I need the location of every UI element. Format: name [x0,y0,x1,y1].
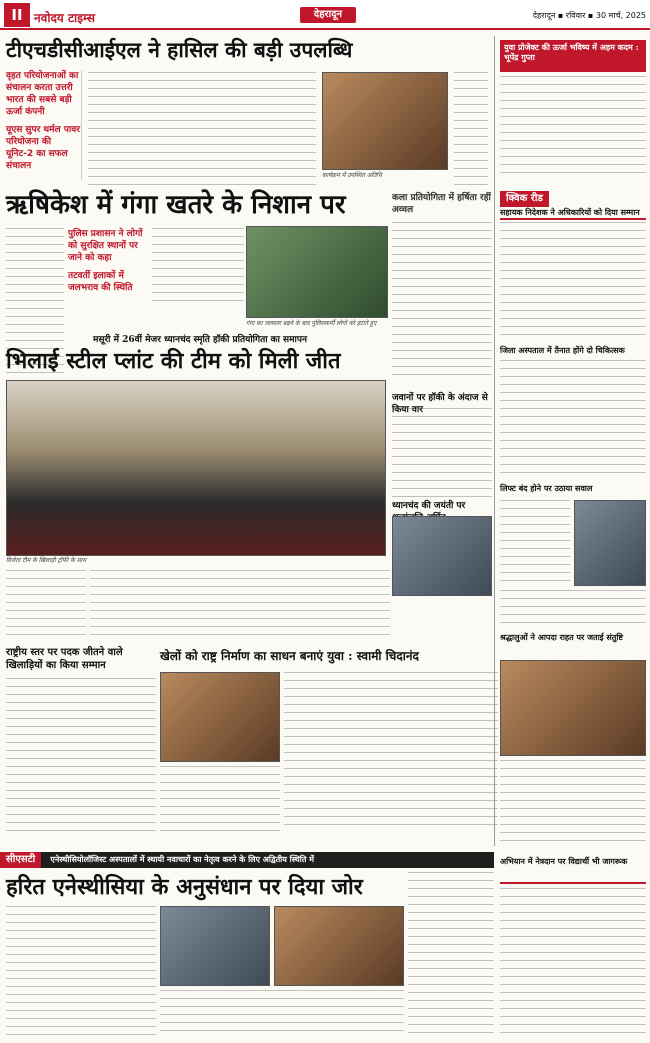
quick-read-headline: सहायक निदेशक ने अधिकारियों को दिया सम्मान [500,207,640,217]
sidebar-feature-box [500,40,646,72]
quick-read-label: क्विक रीड [500,191,549,207]
bottom-strip-label: सीएसटी [0,852,41,868]
yoga-photo [392,516,492,596]
quick-read-body [500,222,646,342]
swami-headline: खेलों को राष्ट्र निर्माण का साधन बनाएं युवा : स्वामी चिदानंद [160,649,419,663]
sidebar-item3-body [500,500,570,586]
national-body-col [6,570,86,640]
sidebar-bottom-body [500,888,646,1036]
bottom-photo-2 [274,906,404,986]
sidebar-bottom-headline: अभियान में नेत्रदान पर विद्यार्थी भी जागरूक [500,856,646,884]
lead-photo [322,72,448,170]
hockey-headline: भिलाई स्टील प्लांट की टीम को मिली जीत [6,348,341,374]
kala-body [392,222,492,382]
bottom-headline: हरित एनेस्थीसिया के अनुसंधान पर दिया जोर [6,874,363,900]
bottom-body-col2 [160,990,404,1036]
national-body [6,678,156,838]
ganga-headline: ऋषिकेश में गंगा खतरे के निशान पर [6,190,346,220]
sidebar-item4-headline: श्रद्धालुओं ने आपदा राहत पर जताई संतुष्टि [500,632,624,642]
sidebar-item3-headline: लिफ्ट बंद होने पर उठाया सवाल [500,483,593,493]
quick-read-header [500,186,646,220]
kala-headline: कला प्रतियोगिता में हर्षिता रहीं अव्वल [392,193,491,215]
ganga-body-col2 [152,228,244,308]
page-number: II [4,3,30,27]
bottom-body-col [6,906,156,1036]
masthead [0,0,650,30]
bottom-strip-text: एनेस्थीसियोलॉजिस्ट अस्पतालों में स्थायी नवाचारों का नेतृत्व करने के लिए अद्वितीय स्थिति में [50,855,314,864]
ganga-bullet-2: तटवर्ती इलाकों में जलभराव की स्थिति [68,271,133,293]
sidebar-feature-body [500,76,646,176]
bottom-body-col3 [408,872,494,1036]
lead-bullet-2: यूएस सुपर थर्मल पावर परियोजना की यूनिट-2 का सफल संचालन [6,125,80,171]
yoga-body [392,408,492,498]
sidebar-item2-body [500,360,646,480]
yoga-sub: ध्यानचंद की जयंती पर [392,501,466,511]
hockey-photo-caption: विजेता टीम के खिलाड़ी ट्रॉफी के साथ [6,557,87,564]
sidebar-item4-body [500,590,646,630]
national-headline: राष्ट्रीय स्तर पर पदक जीतने वाले खिलाड़ियों का किया सम्मान [6,647,123,671]
sidebar-item4-text [500,760,646,842]
lead-body-columns [88,72,316,190]
bottom-strip [0,852,494,868]
date-line: देहरादून ▪ रविवार ▪ 30 मार्च, 2025 [532,11,646,20]
yoga-headline: जवानों पर हॉकी के अंदाज से किया वार [392,393,488,415]
swami-body [284,672,498,832]
swami-photo [160,672,280,762]
lead-photo-caption: कार्यक्रम में उपस्थित अतिथि [322,172,382,179]
hockey-photo [6,380,386,556]
lead-headline: टीएचडीसीआईएल ने हासिल की बड़ी उपलब्धि [6,37,353,62]
hockey-kicker: मसूरी में 26वीं मेजर ध्यानचंद स्मृति हॉकी प्रतियोगिता का समापन [93,335,307,345]
sidebar-item4-photo [500,660,646,756]
national-body-col2 [90,570,390,640]
city-tag: देहरादून [300,7,356,23]
lead-bullet-1: वृहत परियोजनाओं का संचालन करता उत्तरी भारत की सबसे बड़ी ऊर्जा कंपनी [6,71,79,117]
swami-body-2 [160,766,280,838]
sidebar-feature-headline: युवा प्रोजेक्ट की ऊर्जा भविष्य में अहम कदम : भूपेंद्र गुप्ता [504,42,639,62]
lead-bullets [6,70,82,180]
sidebar-divider [494,36,495,846]
ganga-bullets [68,228,148,338]
sidebar-item3-photo [574,500,646,586]
bottom-photo-1 [160,906,270,986]
lead-body-right [454,72,488,190]
ganga-bullet-1: पुलिस प्रशासन ने लोगों को सुरक्षित स्थानों पर जाने को कहा [68,229,143,263]
ganga-photo [246,226,388,318]
brand-name: नवोदय टाइम्स [34,11,96,25]
ganga-photo-caption: गंगा का जलस्तर बढ़ने के बाद पुलिसकर्मी लोगों को हटाते हुए [246,320,377,327]
sidebar-item2-headline: जिला अस्पताल में तैनात होंगे दो चिकित्सक [500,345,625,355]
